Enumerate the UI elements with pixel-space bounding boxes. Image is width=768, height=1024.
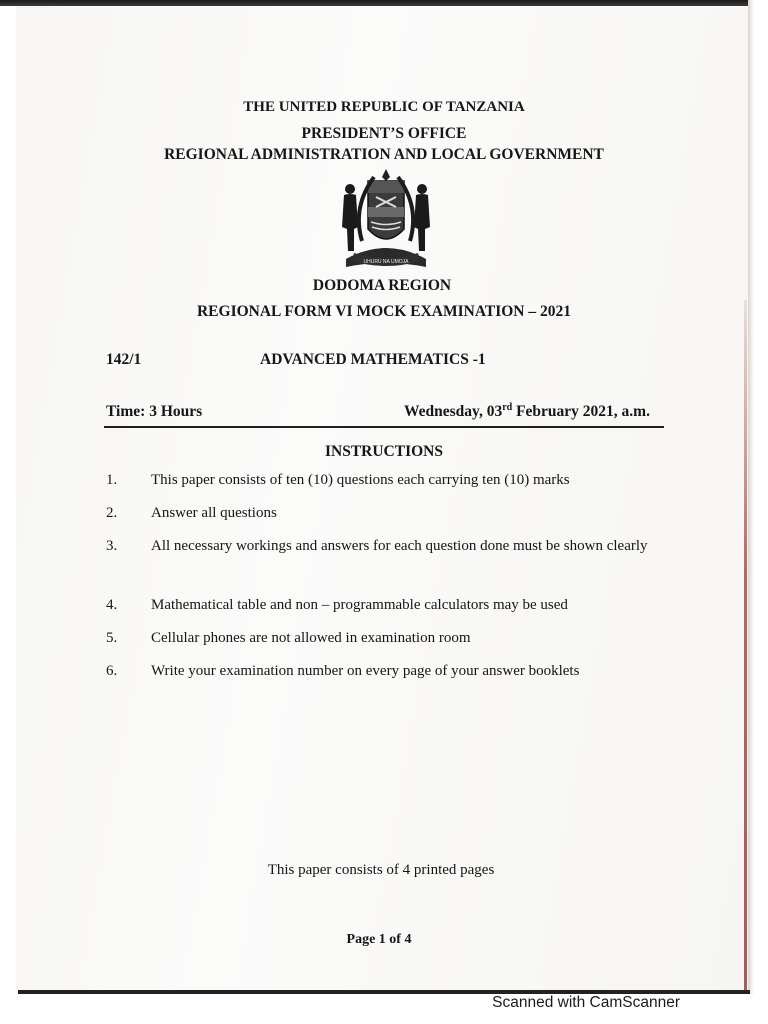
country-title: THE UNITED REPUBLIC OF TANZANIA (243, 99, 525, 115)
exam-date (404, 403, 650, 421)
subject-title: ADVANCED MATHEMATICS -1 (260, 351, 486, 368)
instruction-number: 3. (106, 538, 118, 554)
instruction-number: 5. (106, 630, 118, 646)
page-label: Page (346, 932, 379, 947)
emblem-motto: UHURU NA UMOJA (363, 259, 409, 265)
header-divider (104, 426, 664, 428)
office-title: PRESIDENT’S OFFICE (301, 125, 467, 142)
coat-of-arms-icon (338, 167, 434, 273)
page-current: 1 (378, 932, 386, 947)
instruction-number: 2. (106, 505, 118, 521)
instruction-number: 4. (106, 597, 118, 613)
scanner-watermark: Scanned with CamScanner (492, 994, 680, 1011)
page-number (0, 932, 760, 948)
administration-title: REGIONAL ADMINISTRATION AND LOCAL GOVERNMENT (164, 146, 604, 163)
instructions-heading: INSTRUCTIONS (324, 443, 443, 460)
exam-duration: Time: 3 Hours (106, 403, 203, 420)
instruction-number: 6. (106, 663, 118, 679)
instruction-text: This paper consists of ten (10) questions each carrying ten (10) marks (151, 472, 570, 488)
instruction-text: Write your examination number on every page of your answer booklets (151, 663, 580, 679)
instruction-text: Cellular phones are not allowed in examination room (151, 630, 471, 646)
page-of: of (385, 932, 405, 947)
instruction-text: Answer all questions (151, 505, 277, 521)
pages-note: This paper consists of 4 printed pages (267, 862, 495, 878)
exam-date-prefix: Wednesday, 03 (404, 403, 503, 420)
exam-title: REGIONAL FORM VI MOCK EXAMINATION – 2021 (196, 303, 572, 320)
paper-code: 142/1 (106, 351, 142, 368)
page-total: 4 (404, 932, 412, 947)
instruction-number: 1. (106, 472, 118, 488)
region-title: DODOMA REGION (312, 277, 452, 294)
instruction-text: All necessary workings and answers for each question done must be shown clearly (151, 538, 648, 554)
instruction-text: Mathematical table and non – programmable calculators may be used (151, 597, 568, 613)
paper-edge-shadow (744, 300, 747, 990)
exam-date-suffix-ordinal: rd (502, 401, 513, 413)
exam-date-rest: February 2021, a.m. (512, 403, 650, 420)
